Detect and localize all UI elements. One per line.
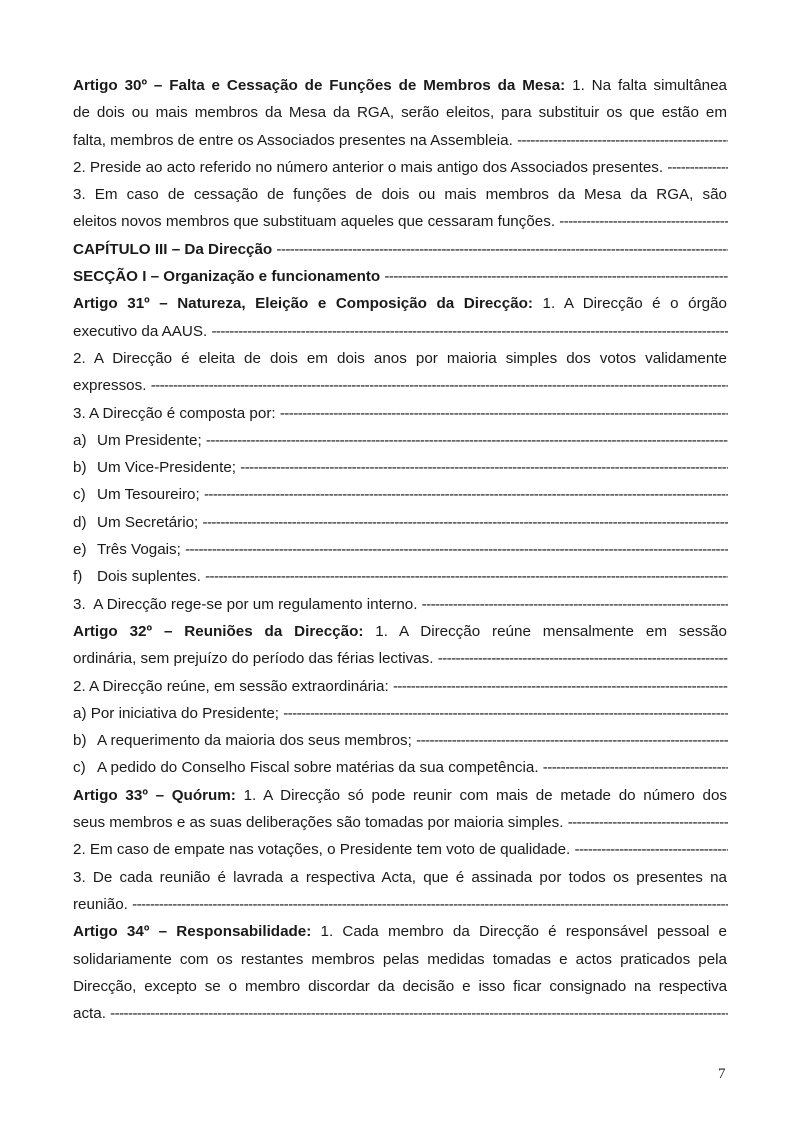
article-33-item-3: 3. De cada reunião é lavrada a respectiva Acta, que é assinada por todos os presentes na: [73, 868, 727, 886]
dash-filler: [276, 236, 728, 263]
article-30-item-3: 3. Em caso de cessação de funções de dois ou mais membros da Mesa da RGA, são: [73, 186, 727, 204]
article-33-text: seus membros e as suas deliberações são tomadas por maioria simples.: [73, 814, 564, 832]
list-item: [73, 754, 728, 781]
article-34-text: 1. Cada membro da Direcção é responsável pessoal e: [311, 923, 727, 941]
list-item: [73, 481, 728, 508]
article-31-line: [73, 318, 728, 345]
section-heading-line: [73, 263, 728, 290]
article-31-line: [73, 372, 728, 399]
dash-filler: [559, 208, 728, 235]
article-31-item-3: 3. A Direcção é composta por:: [73, 404, 276, 422]
article-30-text: de dois ou mais membros da Mesa da RGA, serão eleitos, para substituir os que estão em: [73, 104, 727, 122]
document-page: [73, 72, 728, 1027]
dash-filler: [240, 454, 728, 481]
article-32-title: Artigo 32º – Reuniões da Direcção:: [73, 622, 364, 640]
list-marker: c): [73, 759, 86, 777]
dash-filler: [206, 427, 728, 454]
list-marker: b): [73, 459, 87, 477]
list-item-text: Três Vogais;: [97, 541, 181, 559]
article-32-line: [73, 645, 728, 672]
article-30-line: [73, 127, 728, 154]
article-34-line: [73, 1000, 728, 1027]
list-item: [73, 700, 728, 727]
article-33-item-3-cont: reunião.: [73, 895, 128, 913]
article-30-item-2: 2. Preside ao acto referido no número anterior o mais antigo dos Associados presentes.: [73, 158, 664, 176]
list-item-text: Um Tesoureiro;: [97, 486, 200, 504]
article-34-line: [73, 946, 728, 973]
list-item-text: Um Presidente;: [97, 431, 202, 449]
dash-filler: [438, 645, 728, 672]
article-33-line: [73, 809, 728, 836]
dash-filler: [543, 754, 728, 781]
dash-filler: [203, 509, 728, 536]
article-32-text: ordinária, sem prejuízo do período das férias lectivas.: [73, 650, 434, 668]
article-31-text: 1. A Direcção é o órgão: [532, 295, 727, 313]
dash-filler: [280, 400, 728, 427]
dash-filler: [110, 1000, 728, 1027]
list-item: [73, 509, 728, 536]
article-32-item-2: 2. A Direcção reúne, em sessão extraordinária:: [73, 677, 389, 695]
article-31-heading-line: [73, 290, 728, 317]
article-33-line: [73, 836, 728, 863]
list-marker: b): [73, 732, 87, 750]
dash-filler: [151, 372, 728, 399]
dash-filler: [384, 263, 728, 290]
article-34-line: [73, 973, 728, 1000]
article-33-title: Artigo 33º – Quórum:: [73, 786, 236, 804]
article-34-text: Direcção, excepto se o membro discordar da decisão e isso ficar consignado na respectiva: [73, 977, 727, 995]
list-marker: f): [73, 568, 83, 586]
dash-filler: [517, 127, 728, 154]
chapter-heading-line: [73, 236, 728, 263]
dash-filler: [667, 154, 728, 181]
page-number: 7: [718, 1066, 726, 1082]
dash-filler: [422, 591, 728, 618]
list-item: [73, 536, 728, 563]
article-30-text: 1. Na falta simultânea: [565, 77, 727, 94]
article-30-item-3-cont: eleitos novos membros que substituam aqueles que cessaram funções.: [73, 213, 556, 231]
article-30-title: Artigo 30º – Falta e Cessação de Funções de Membros da Mesa:: [73, 77, 566, 94]
list-marker: a): [73, 431, 87, 449]
article-30-heading-line: [73, 72, 728, 99]
article-30-line: [73, 154, 728, 181]
list-item-text: A pedido do Conselho Fiscal sobre matérias da sua competência.: [97, 759, 539, 777]
dash-filler: [575, 836, 728, 863]
article-31-title: Artigo 31º – Natureza, Eleição e Composição da Direcção:: [73, 295, 533, 313]
article-34-heading-line: [73, 918, 728, 945]
article-33-line: [73, 891, 728, 918]
dash-filler: [393, 673, 728, 700]
article-34-text: acta.: [73, 1005, 106, 1023]
list-item: [73, 727, 728, 754]
article-32-text: 1. A Direcção reúne mensalmente em sessão: [363, 622, 727, 640]
article-33-heading-line: [73, 782, 728, 809]
dash-filler: [205, 563, 728, 590]
article-34-text: solidariamente com os restantes membros pelas medidas tomadas e actos praticados pela: [73, 950, 727, 968]
article-31-item-4: 3. A Direcção rege-se por um regulamento interno.: [73, 595, 418, 613]
article-31-text: executivo da AAUS.: [73, 322, 208, 340]
list-item-text: a) Por iniciativa do Presidente;: [73, 704, 279, 722]
list-item-text: Um Vice-Presidente;: [97, 459, 236, 477]
article-30-line: [73, 208, 728, 235]
list-marker: d): [73, 513, 87, 531]
article-32-line: [73, 673, 728, 700]
chapter-heading: CAPÍTULO III – Da Direcção: [73, 240, 273, 258]
article-31-item-2: 2. A Direcção é eleita de dois em dois anos por maioria simples dos votos validamente: [73, 349, 727, 367]
dash-filler: [568, 809, 728, 836]
list-item-text: Dois suplentes.: [97, 568, 201, 586]
dash-filler: [416, 727, 728, 754]
article-32-heading-line: [73, 618, 728, 645]
article-33-item-2: 2. Em caso de empate nas votações, o Presidente tem voto de qualidade.: [73, 841, 571, 859]
list-marker: e): [73, 541, 87, 559]
section-heading: SECÇÃO I – Organização e funcionamento: [73, 268, 381, 286]
article-31-item-2-cont: expressos.: [73, 377, 147, 395]
list-item-text: A requerimento da maioria dos seus membros;: [97, 732, 412, 750]
article-31-line: [73, 591, 728, 618]
article-33-line: [73, 864, 728, 891]
article-34-title: Artigo 34º – Responsabilidade:: [73, 923, 312, 941]
list-item: [73, 427, 728, 454]
article-30-text: falta, membros de entre os Associados presentes na Assembleia.: [73, 131, 513, 149]
dash-filler: [204, 481, 728, 508]
dash-filler: [132, 891, 728, 918]
article-30-line: [73, 181, 728, 208]
dash-filler: [211, 318, 728, 345]
dash-filler: [185, 536, 728, 563]
list-item: [73, 454, 728, 481]
list-item-text: Um Secretário;: [97, 513, 199, 531]
dash-filler: [283, 700, 728, 727]
article-33-text: 1. A Direcção só pode reunir com mais de metade do número dos: [235, 786, 727, 804]
article-30-line: [73, 99, 728, 126]
list-marker: c): [73, 486, 86, 504]
article-31-line: [73, 345, 728, 372]
article-31-line: [73, 400, 728, 427]
list-item: [73, 563, 728, 590]
